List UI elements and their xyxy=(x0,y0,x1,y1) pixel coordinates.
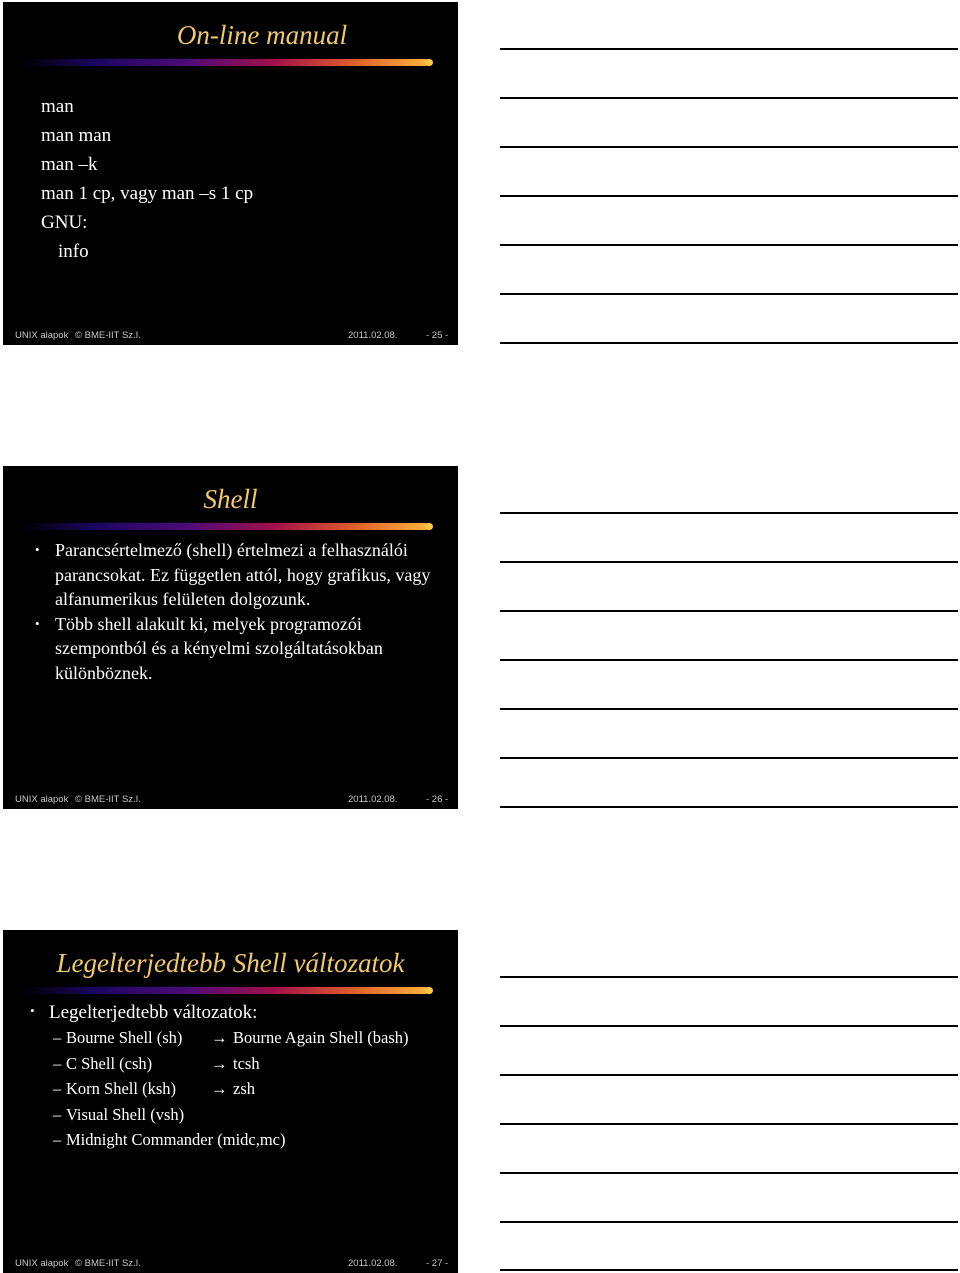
shell-name: Visual Shell (vsh) xyxy=(66,1104,185,1124)
note-line xyxy=(500,146,958,148)
footer-course: UNIX alapok xyxy=(15,794,69,805)
command-list xyxy=(41,92,253,266)
note-line xyxy=(500,1221,958,1223)
footer-date: 2011.02.08. xyxy=(348,794,398,805)
shell-variant-row xyxy=(25,1105,257,1131)
shell-variant-row xyxy=(25,1130,286,1156)
shell-variants-list xyxy=(25,1002,409,1156)
command-line: man man xyxy=(41,125,112,146)
bullet-text: Több shell alakult ki, melyek programozói szempontból és a kényelmi szolgáltatásokban különböznek. xyxy=(55,613,383,683)
footer-date: 2011.02.08. xyxy=(348,330,398,341)
slide-footer xyxy=(3,1258,458,1270)
right-arrow-icon: → xyxy=(211,1053,228,1073)
command-line: man –k xyxy=(41,154,98,175)
note-line xyxy=(500,244,958,246)
bullet-dot-icon: • xyxy=(30,1003,35,1018)
note-line xyxy=(500,1025,958,1027)
footer-date: 2011.02.08. xyxy=(348,1258,398,1269)
note-line xyxy=(500,48,958,50)
note-line xyxy=(500,708,958,710)
slide-27 xyxy=(3,930,458,1273)
shell-successor: tcsh xyxy=(233,1053,260,1073)
slide-title: Legelterjedtebb Shell változatok xyxy=(56,948,405,978)
bullet-item xyxy=(27,612,437,686)
note-line xyxy=(500,976,958,978)
shell-successor: Bourne Again Shell (bash) xyxy=(233,1028,409,1047)
shell-name: Midnight Commander (midc,mc) xyxy=(66,1130,286,1149)
dash-icon: – xyxy=(53,1130,62,1149)
shell-successor: zsh xyxy=(233,1079,255,1098)
bullet-text: Parancsértelmező (shell) értelmezi a felhasználói parancsokat. Ez független attól, hogy grafikus, vagy alfanumerikus felületen dolgozunk. xyxy=(55,540,431,609)
slide-footer xyxy=(3,330,458,342)
title-underline xyxy=(21,59,429,66)
slide-25 xyxy=(3,2,458,345)
slide-26 xyxy=(3,466,458,809)
note-line xyxy=(500,293,958,295)
command-line: GNU: xyxy=(41,212,88,233)
command-line: man xyxy=(41,96,74,117)
shell-variant-row xyxy=(25,1028,409,1054)
bullet-item xyxy=(27,538,437,612)
command-line: info xyxy=(58,241,89,262)
bullet-dot-icon: • xyxy=(35,542,40,557)
footer-copyright: © BME-IIT Sz.I. xyxy=(75,1258,141,1269)
note-line xyxy=(500,561,958,563)
shell-name: Bourne Shell (sh) xyxy=(66,1028,183,1047)
bullet-item xyxy=(25,1002,257,1028)
note-line xyxy=(500,512,958,514)
title-underline xyxy=(21,987,429,994)
note-line xyxy=(500,757,958,759)
note-line xyxy=(500,1074,958,1076)
shell-name: Korn Shell (ksh) xyxy=(66,1079,176,1098)
shell-variant-row xyxy=(25,1053,260,1080)
footer-page-number: - 25 - xyxy=(426,330,449,341)
dash-icon: – xyxy=(53,1053,62,1073)
shell-variant-row xyxy=(25,1079,257,1105)
footer-course: UNIX alapok xyxy=(15,1258,69,1269)
note-line xyxy=(500,1269,958,1271)
right-arrow-icon: → xyxy=(211,1079,228,1098)
slide-title xyxy=(3,20,458,51)
slide-title-text: On-line manual xyxy=(176,20,348,50)
title-underline xyxy=(21,523,429,530)
note-line xyxy=(500,659,958,661)
footer-page-number: - 26 - xyxy=(426,794,449,805)
note-line xyxy=(500,1123,958,1125)
bullet-text: Legelterjedtebb változatok: xyxy=(49,1002,258,1023)
shell-name: C Shell (csh) xyxy=(66,1053,153,1073)
footer-copyright: © BME-IIT Sz.I. xyxy=(75,794,141,805)
footer-copyright: © BME-IIT Sz.I. xyxy=(75,330,141,341)
right-arrow-icon: → xyxy=(211,1028,228,1047)
note-line xyxy=(500,1172,958,1174)
note-line xyxy=(500,97,958,99)
note-line xyxy=(500,610,958,612)
footer-course: UNIX alapok xyxy=(15,330,69,341)
slide-footer xyxy=(3,794,458,806)
dash-icon: – xyxy=(53,1028,62,1047)
dash-icon: – xyxy=(53,1104,62,1124)
slide-title: Shell xyxy=(203,484,258,514)
note-line xyxy=(500,806,958,808)
command-line: man 1 cp, vagy man –s 1 cp xyxy=(41,183,254,204)
bullet-dot-icon: • xyxy=(35,615,40,631)
note-line xyxy=(500,195,958,197)
note-line xyxy=(500,342,958,344)
bullet-list xyxy=(27,538,437,685)
dash-icon: – xyxy=(53,1079,62,1098)
footer-page-number: - 27 - xyxy=(426,1258,449,1269)
